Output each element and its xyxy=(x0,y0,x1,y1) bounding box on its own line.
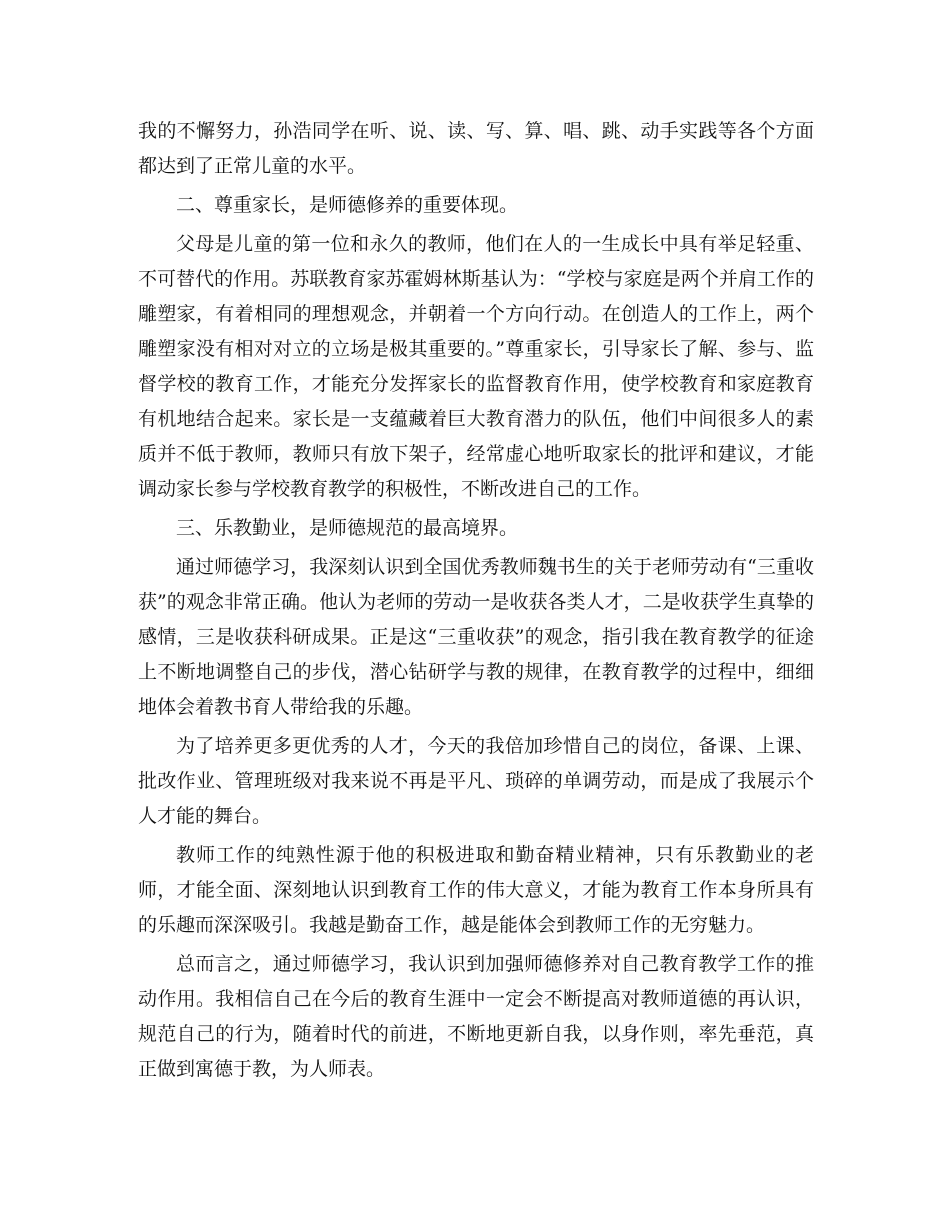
paragraph-parents-role: 父母是儿童的第一位和永久的教师，他们在人的一生成长中具有举足轻重、不可替代的作用。苏联教育家苏霍姆林斯基认为：“学校与家庭是两个并肩工作的雕塑家，有着相同的理想观念，并朝着一个方向行动。在创造人的工作上，两个雕塑家没有相对对立的立场是极其重要的。”尊重家长，引导家长了解、参与、监督学校的教育工作，才能充分发挥家长的监督教育作用，使学校教育和家庭教育有机地结合起来。家长是一支蕴藏着巨大教育潜力的队伍，他们中间很多人的素质并不低于教师，教师只有放下架子，经常虚心地听取家长的批评和建议，才能调动家长参与学校教育教学的积极性，不断改进自己的工作。 xyxy=(138,233,814,500)
paragraph-three-harvests: 通过师德学习，我深刻认识到全国优秀教师魏书生的关于老师劳动有“三重收获”的观念非常正确。他认为老师的劳动一是收获各类人才，二是收获学生真挚的感情，三是收获科研成果。正是这“三重收获”的观念，指引我在教育教学的征途上不断地调整自己的步伐，潜心钻研学与教的规律，在教育教学的过程中，细细地体会着教书育人带给我的乐趣。 xyxy=(138,556,814,718)
paragraph-continued-text: 我的不懈努力，孙浩同学在听、说、读、写、算、唱、跳、动手实践等各个方面都达到了正常儿童的水平。 xyxy=(138,120,814,177)
section-heading-respect-parents: 二、尊重家长，是师德修养的重要体现。 xyxy=(176,194,519,216)
paragraph-diligence: 教师工作的纯熟性源于他的积极进取和勤奋精业精神，只有乐教勤业的老师，才能全面、深刻地认识到教育工作的伟大意义，才能为教育工作本身所具有的乐趣而深深吸引。我越是勤奋工作，越是能体会到教师工作的无穷魅力。 xyxy=(138,844,814,936)
paragraph-cherish-position: 为了培养更多更优秀的人才，今天的我倍加珍惜自己的岗位，备课、上课、批改作业、管理班级对我来说不再是平凡、琐碎的单调劳动，而是成了我展示个人才能的舞台。 xyxy=(138,735,814,827)
document-body xyxy=(138,114,814,1091)
paragraph-conclusion: 总而言之，通过师德学习，我认识到加强师德修养对自己教育教学工作的推动作用。我相信自己在今后的教育生涯中一定会不断提高对教师道德的再认识，规范自己的行为，随着时代的前进，不断地更新自我，以身作则，率先垂范，真正做到寓德于教，为人师表。 xyxy=(138,953,814,1080)
section-heading-love-teaching: 三、乐教勤业，是师德规范的最高境界。 xyxy=(176,517,519,539)
